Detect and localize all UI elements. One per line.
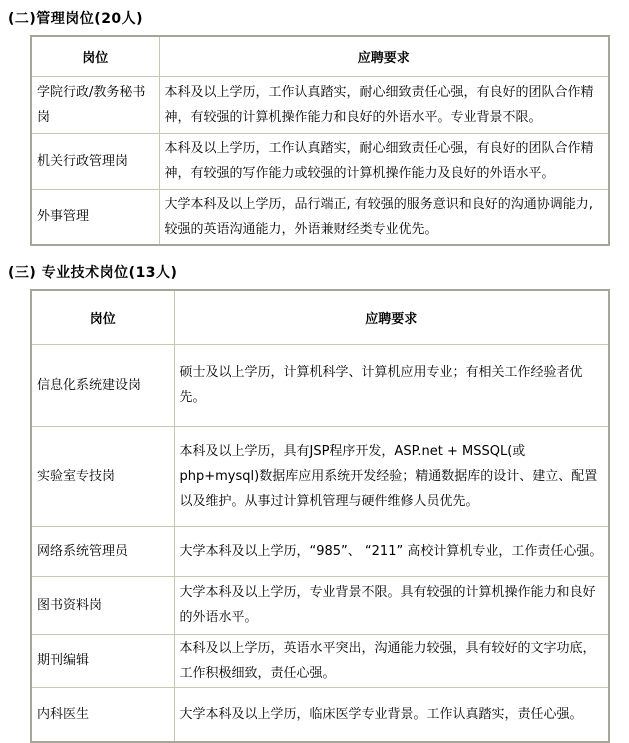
position-cell: 期刊编辑	[31, 634, 174, 687]
position-cell: 外事管理	[31, 189, 159, 245]
section-heading-management: (二)管理岗位(20人)	[8, 11, 144, 27]
technical-positions-table	[30, 289, 610, 743]
table-row	[31, 133, 609, 189]
requirements-cell: 硕士及以上学历，计算机科学、计算机应用专业；有相关工作经验者优先。	[174, 344, 609, 426]
position-column-header: 岗位	[31, 36, 159, 76]
requirements-cell: 本科及以上学历，工作认真踏实，耐心细致责任心强，有良好的团队合作精神，有较强的计算机操作能力和良好的外语水平。专业背景不限。	[159, 76, 609, 133]
position-cell: 机关行政管理岗	[31, 133, 159, 189]
requirements-cell: 大学本科及以上学历，专业背景不限。具有较强的计算机操作能力和良好的外语水平。	[174, 576, 609, 634]
position-column-header: 岗位	[31, 290, 174, 344]
table-row	[31, 634, 609, 687]
position-cell: 图书资料岗	[31, 576, 174, 634]
table-row	[31, 426, 609, 526]
requirements-cell: 本科及以上学历，英语水平突出，沟通能力较强，具有较好的文字功底，工作积极细致，责任心强。	[174, 634, 609, 687]
position-cell: 实验室专技岗	[31, 426, 174, 526]
requirements-column-header: 应聘要求	[174, 290, 609, 344]
position-cell: 网络系统管理员	[31, 526, 174, 576]
table-row	[31, 189, 609, 245]
table-row	[31, 576, 609, 634]
table-row	[31, 526, 609, 576]
table-row	[31, 687, 609, 742]
position-cell: 内科医生	[31, 687, 174, 742]
management-positions-table	[30, 35, 610, 246]
table-header-row	[31, 36, 609, 76]
requirements-cell: 本科及以上学历，具有JSP程序开发，ASP.net + MSSQL(或php+mysql)数据库应用系统开发经验；精通数据库的设计、建立、配置以及维护。从事过计算机管理与硬件维修人员优先。	[174, 426, 609, 526]
requirements-cell: 大学本科及以上学历，品行端正, 有较强的服务意识和良好的沟通协调能力, 较强的英语沟通能力，外语兼财经类专业优先。	[159, 189, 609, 245]
requirements-cell: 大学本科及以上学历，临床医学专业背景。工作认真踏实，责任心强。	[174, 687, 609, 742]
requirements-column-header: 应聘要求	[159, 36, 609, 76]
table-row	[31, 344, 609, 426]
section-heading-technical: (三) 专业技术岗位(13人)	[8, 265, 178, 281]
table-header-row	[31, 290, 609, 344]
requirements-cell: 本科及以上学历，工作认真踏实，耐心细致责任心强，有良好的团队合作精神，有较强的写作能力或较强的计算机操作能力及良好的外语水平。	[159, 133, 609, 189]
requirements-cell: 大学本科及以上学历，“985”、 “211” 高校计算机专业，工作责任心强。	[174, 526, 609, 576]
position-cell: 信息化系统建设岗	[31, 344, 174, 426]
table-row	[31, 76, 609, 133]
position-cell: 学院行政/教务秘书岗	[31, 76, 159, 133]
